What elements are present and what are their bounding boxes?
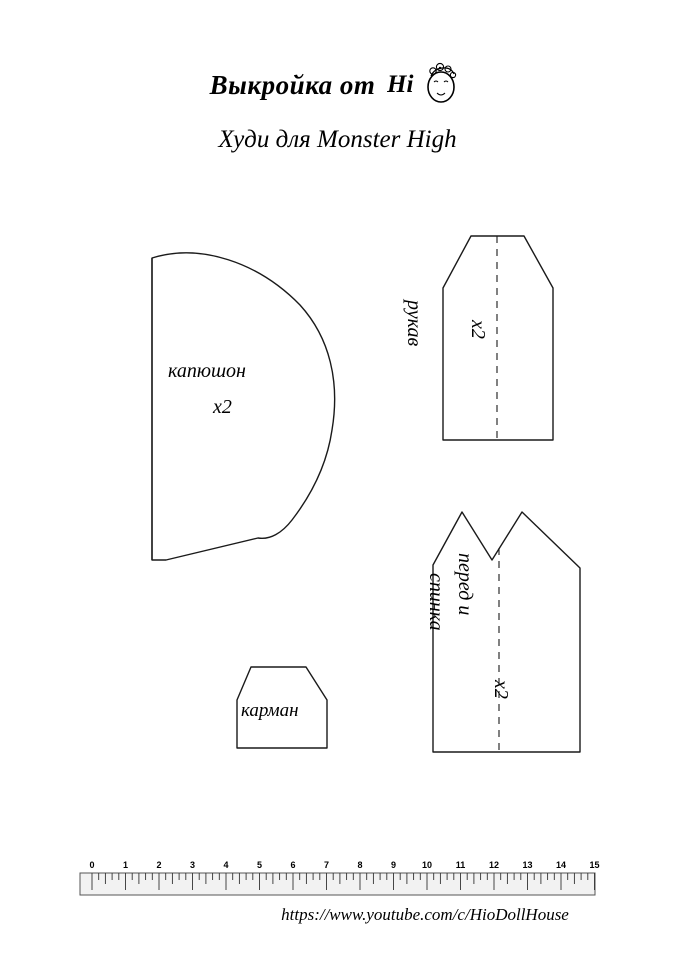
label-hood-quantity: x2 xyxy=(213,396,232,418)
label-front: перед и xyxy=(454,553,476,616)
ruler-tick-9: 9 xyxy=(390,860,397,870)
ruler-tick-1: 1 xyxy=(122,860,129,870)
subtitle-cyr: Худи xyxy=(218,126,276,153)
label-hood: капюшон xyxy=(168,360,246,382)
ruler-tick-15: 15 xyxy=(589,860,600,870)
ruler-tick-8: 8 xyxy=(357,860,363,870)
ruler-tick-2: 2 xyxy=(156,860,162,870)
label-sleeve-quantity: x2 xyxy=(467,320,489,339)
ruler-tick-5: 5 xyxy=(256,860,263,870)
subtitle-lat: Monster High xyxy=(317,126,457,153)
ruler-tick-3: 3 xyxy=(189,860,196,870)
subtitle-mid: для xyxy=(275,126,318,153)
ruler-tick-13: 13 xyxy=(522,860,533,870)
piece-front-back-outline xyxy=(433,512,580,752)
svg-text:Hi: Hi xyxy=(387,71,414,98)
ruler-tick-11: 11 xyxy=(455,860,466,870)
label-front-back-quantity: x2 xyxy=(490,680,512,699)
footer-url[interactable]: https://www.youtube.com/c/HioDollHouse xyxy=(281,905,569,924)
ruler-tick-0: 0 xyxy=(89,860,95,870)
ruler-scale xyxy=(80,860,600,895)
ruler-tick-7: 7 xyxy=(323,860,330,870)
ruler-tick-12: 12 xyxy=(488,860,500,870)
ruler-tick-10: 10 xyxy=(421,860,433,870)
label-sleeve: рукав xyxy=(403,300,425,347)
label-back: спинка xyxy=(425,573,447,631)
ruler-tick-4: 4 xyxy=(223,860,229,870)
title-main: Выкройка от xyxy=(209,69,376,100)
label-pocket: карман xyxy=(241,700,299,721)
piece-hood-outline xyxy=(152,253,335,560)
piece-sleeve-outline xyxy=(443,236,553,440)
ruler-tick-14: 14 xyxy=(555,860,567,870)
ruler-tick-6: 6 xyxy=(290,860,296,870)
